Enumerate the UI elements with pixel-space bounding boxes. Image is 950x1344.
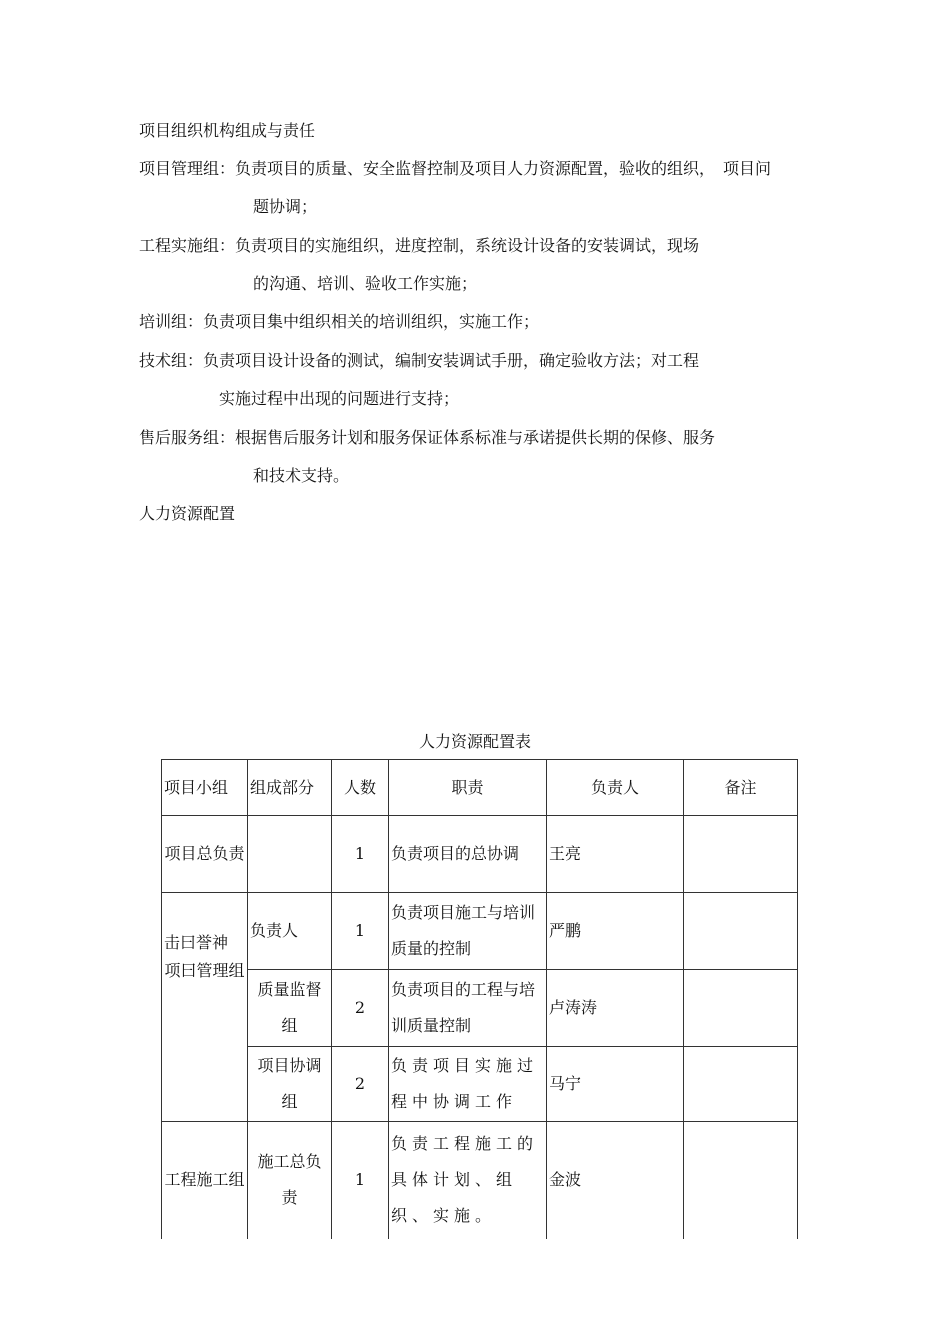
group-tech-line2: 实施过程中出现的问题进行支持； xyxy=(219,389,460,408)
cell-count: 1 xyxy=(332,816,389,893)
cell-part: 施工总负责 xyxy=(248,1122,332,1239)
cell-duty: 负责项目施工与培训质量的控制 xyxy=(389,893,547,970)
cell-part: 负责人 xyxy=(248,893,332,970)
table-row xyxy=(162,893,798,970)
group-service-line2: 和技术支持。 xyxy=(253,466,350,485)
cell-lead: 金波 xyxy=(547,1122,684,1239)
cell-count: 2 xyxy=(332,1047,389,1122)
section-heading: 人力资源配置 xyxy=(139,504,236,523)
table-row xyxy=(162,1047,798,1122)
header-duty: 职责 xyxy=(389,760,547,816)
header-lead: 负责人 xyxy=(547,760,684,816)
header-note: 备注 xyxy=(684,760,798,816)
header-part: 组成部分 xyxy=(248,760,332,816)
hr-table xyxy=(161,759,798,1239)
cell-part xyxy=(248,816,332,893)
table-row xyxy=(162,970,798,1047)
cell-lead: 卢涛涛 xyxy=(547,970,684,1047)
group-service-line1: 售后服务组：根据售后服务计划和服务保证体系标准与承诺提供长期的保修、服务 xyxy=(139,428,716,447)
table-row xyxy=(162,816,798,893)
cell-duty: 负责项目的工程与培训质量控制 xyxy=(389,970,547,1047)
group-mgmt-line2: 题协调； xyxy=(253,197,318,216)
table-title: 人力资源配置表 xyxy=(418,732,531,751)
table-header-row xyxy=(162,760,798,816)
cell-group xyxy=(162,893,248,1122)
cell-duty: 负责项目的总协调 xyxy=(389,816,547,893)
cell-group: 项目总负责 xyxy=(162,816,248,893)
cell-group-stray: 击曰誉神 xyxy=(164,933,229,952)
group-impl-line1: 工程实施组：负责项目的实施组织，进度控制，系统设计设备的安装调试，现场 xyxy=(139,236,700,255)
cell-count: 1 xyxy=(332,1122,389,1239)
group-mgmt-line1: 项目管理组：负责项目的质量、安全监督控制及项目人力资源配置，验收的组织， 项目问 xyxy=(139,159,772,178)
group-training-line1: 培训组：负责项目集中组织相关的培训组织，实施工作； xyxy=(139,312,540,331)
header-group: 项目小组 xyxy=(162,760,248,816)
cell-note xyxy=(684,893,798,970)
cell-count: 1 xyxy=(332,893,389,970)
cell-note xyxy=(684,1047,798,1122)
header-count: 人数 xyxy=(332,760,389,816)
cell-group: 工程施工组 xyxy=(162,1122,248,1239)
cell-duty: 负责项目实施过程中协调工作 xyxy=(389,1047,547,1122)
cell-group-name: 项曰管理组 xyxy=(164,961,245,980)
cell-lead: 马宁 xyxy=(547,1047,684,1122)
group-impl-line2: 的沟通、培训、验收工作实施； xyxy=(253,274,478,293)
cell-lead: 王亮 xyxy=(547,816,684,893)
table-row xyxy=(162,1122,798,1239)
cell-note xyxy=(684,970,798,1047)
cell-note xyxy=(684,1122,798,1239)
page-heading: 项目组织机构组成与责任 xyxy=(139,121,316,140)
cell-part: 质量监督组 xyxy=(248,970,332,1047)
cell-count: 2 xyxy=(332,970,389,1047)
cell-duty: 负责工程施工的具体计划、组织、实施。 xyxy=(389,1122,547,1239)
cell-lead: 严鹏 xyxy=(547,893,684,970)
cell-part: 项目协调组 xyxy=(248,1047,332,1122)
group-tech-line1: 技术组：负责项目设计设备的测试，编制安装调试手册，确定验收方法；对工程 xyxy=(139,351,700,370)
cell-note xyxy=(684,816,798,893)
